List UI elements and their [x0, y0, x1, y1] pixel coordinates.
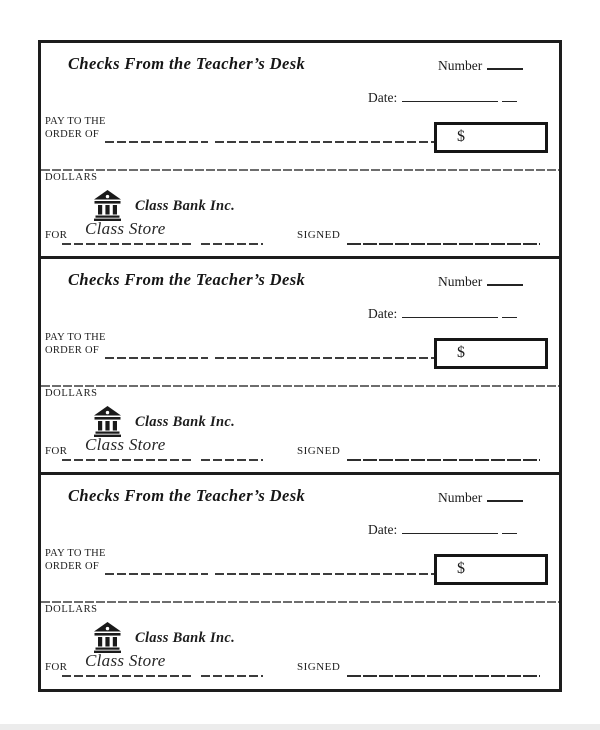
signature-line — [347, 675, 540, 677]
bank-building-icon — [94, 190, 121, 221]
amount-box — [434, 122, 548, 153]
for-label: FOR — [45, 229, 68, 241]
dollars-label: DOLLARS — [45, 604, 98, 615]
date-label: Date: — [368, 306, 398, 321]
number-label: Number — [438, 58, 483, 73]
for-line — [62, 459, 194, 461]
check — [41, 256, 559, 472]
signature-line — [347, 459, 540, 461]
number-label: Number — [438, 490, 483, 505]
bank-name: Class Bank Inc. — [135, 630, 235, 646]
dollar-sign: $ — [457, 128, 465, 145]
check — [41, 472, 559, 688]
pay-to-the-order-of — [45, 547, 106, 573]
check-title: Checks From the Teacher’s Desk — [68, 54, 306, 73]
bank-name: Class Bank Inc. — [135, 414, 235, 430]
number-line — [487, 273, 523, 286]
signed-label: SIGNED — [297, 445, 341, 457]
date-line — [402, 90, 498, 102]
check — [41, 43, 559, 256]
bank-building-icon — [94, 622, 121, 653]
number-line — [487, 57, 523, 70]
pay-to-the-order-of — [45, 331, 106, 357]
amount-box — [434, 554, 548, 585]
payee-line — [105, 357, 208, 359]
check-title: Checks From the Teacher’s Desk — [68, 270, 306, 289]
signature-line — [347, 243, 540, 245]
date-line — [402, 522, 498, 534]
for-line — [62, 243, 194, 245]
dollars-label: DOLLARS — [45, 172, 98, 183]
payee-line — [215, 357, 434, 359]
payee-line — [105, 141, 208, 143]
for-label: FOR — [45, 445, 68, 457]
order-of-label: ORDER OF — [45, 345, 100, 356]
for-line — [62, 675, 194, 677]
pay-to-the-label: PAY TO THE — [45, 116, 106, 127]
signed-label: SIGNED — [297, 661, 341, 673]
date-field — [368, 90, 517, 106]
for-line — [201, 459, 263, 461]
amount-words-line — [41, 169, 559, 171]
payee-line — [215, 141, 434, 143]
pay-to-the-label: PAY TO THE — [45, 332, 106, 343]
check-sheet — [38, 40, 562, 692]
number-field — [438, 57, 523, 74]
number-field — [438, 273, 523, 290]
number-label: Number — [438, 274, 483, 289]
date-line-end — [502, 522, 517, 534]
amount-words-line — [41, 385, 559, 387]
date-field — [368, 522, 517, 538]
dollars-label: DOLLARS — [45, 388, 98, 399]
number-line — [487, 489, 523, 502]
date-label: Date: — [368, 522, 398, 537]
date-field — [368, 306, 517, 322]
dollar-sign: $ — [457, 344, 465, 361]
payee-line — [215, 573, 434, 575]
date-line-end — [502, 306, 517, 318]
signed-label: SIGNED — [297, 229, 341, 241]
amount-words-line — [41, 601, 559, 603]
for-line — [201, 243, 263, 245]
number-field — [438, 489, 523, 506]
for-value: Class Store — [85, 435, 166, 454]
for-label: FOR — [45, 661, 68, 673]
for-line — [201, 675, 263, 677]
date-line — [402, 306, 498, 318]
pay-to-the-label: PAY TO THE — [45, 548, 106, 559]
page-edge-shadow — [0, 724, 600, 730]
payee-line — [105, 573, 208, 575]
check-title: Checks From the Teacher’s Desk — [68, 486, 306, 505]
date-label: Date: — [368, 90, 398, 105]
for-value: Class Store — [85, 219, 166, 238]
bank-name: Class Bank Inc. — [135, 198, 235, 214]
bank-building-icon — [94, 406, 121, 437]
date-line-end — [502, 90, 517, 102]
order-of-label: ORDER OF — [45, 561, 100, 572]
pay-to-the-order-of — [45, 115, 106, 141]
dollar-sign: $ — [457, 560, 465, 577]
amount-box — [434, 338, 548, 369]
order-of-label: ORDER OF — [45, 129, 100, 140]
for-value: Class Store — [85, 651, 166, 670]
